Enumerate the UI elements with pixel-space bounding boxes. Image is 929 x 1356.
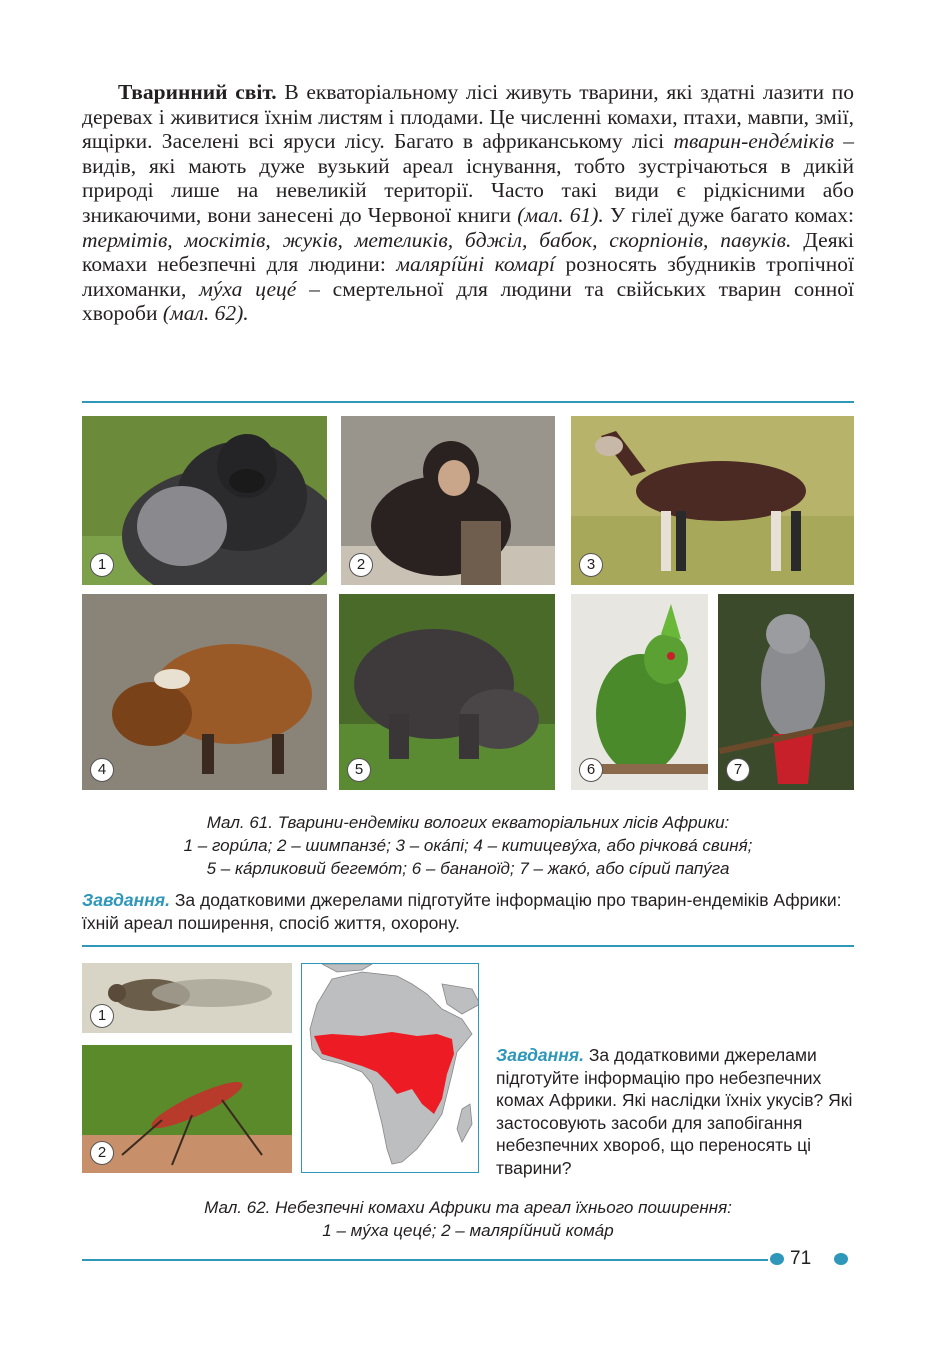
footer-dot-icon [834,1253,848,1265]
text-run: У гілеї дуже багато комах: [603,202,854,227]
arabia [442,984,479,1014]
figure-ref-62: (мал. 62). [162,301,249,326]
figure-61-caption [82,811,854,880]
caption-line: 1 – горúла; 2 – шимпанзé; 3 – окáпі; 4 – китицевýха, або річковá свиня́; [183,836,753,855]
africa-map-svg [302,964,479,1173]
madagascar [457,1104,472,1142]
section-divider [82,401,854,403]
text-run: Деякі комахи небезпечні для людини: [82,227,854,277]
photo-gorilla [82,416,327,585]
photo-number: 2 [90,1141,114,1165]
text-run: розносять збудників тропічної лихоманки, [82,252,854,301]
page-number: 71 [790,1248,812,1269]
task-label: Завдання. [82,890,170,910]
europe [322,964,372,972]
text-run: В екваторіальному лісі живуть тварини, які здатні лазити по деревах і живитися їхнім листям і плодами. Це численні комахи, птахи, мавпи, змії, ящірки. Заселені всі яруси лісу. Багато в африканському лісі [82,80,854,154]
task-text: За додатковими джерелами підготуйте інформацію про небезпечних комах Африки. Які наслідки їхніх укусів? Які застосовують засоби для запобігання небезпечних хвороб, що переносять ці тварини? [496,1045,853,1178]
photo-grey-parrot [718,594,854,790]
main-paragraph [82,80,854,326]
photo-number: 5 [347,758,371,782]
photo-okapi [571,416,854,585]
photo-chimpanzee [341,416,555,585]
task-text: За додатковими джерелами підготуйте інформацію про тварин-ендеміків Африки: їхній ареал поширення, спосіб життя, охорону. [82,890,842,933]
term-mosquitoes: малярíйні комарí [396,252,555,277]
photo-number: 1 [90,553,114,577]
photo-malaria-mosquito [82,1045,292,1173]
paragraph-lead: Тваринний світ. [118,80,277,104]
caption-line: Мал. 62. Небезпечні комахи Африки та ареал їхнього поширення: [204,1198,732,1217]
task-2 [496,1044,854,1179]
task-label: Завдання. [496,1045,584,1065]
term-endemics: тварин-ендéміків [673,129,834,154]
task-1 [82,889,854,935]
footer-line [82,1259,768,1261]
photo-tsetse-fly [82,963,292,1033]
footer-dot-icon [770,1253,784,1265]
photo-pygmy-hippo [339,594,555,790]
figure-ref-61: (мал. 61). [517,202,604,227]
caption-line: Мал. 61. Тварини-ендеміки вологих екваторіальних лісів Африки: [206,813,730,832]
photo-number: 2 [349,553,373,577]
caption-line: 1 – мýха цецé; 2 – малярíйний комáр [322,1221,614,1240]
term-tsetse: мýха цецé [199,276,297,301]
photo-red-river-hog [82,594,327,790]
section-divider [82,945,854,947]
photo-number: 7 [726,758,750,782]
africa-range-map [301,963,479,1173]
text-run: – видів, які мають дуже вузький ареал існування, тобто зустрічаються в дикій природі лише на невеликій території. Часто такі види є рідкісними або зникаючими, вони занесені до Червоної книги [82,129,855,227]
caption-line: 5 – кáрликовий бегемóт; 6 – бананоїд; 7 – жакó, або сíрий папýга [206,859,730,878]
term-insects: термітів, москітів, жуків, метеликів, бджіл, бабок, скорпіонів, павуків. [82,227,792,252]
photo-number: 6 [579,758,603,782]
text-run: – смертельної для людини та свійських тварин сонної хвороби [82,276,854,326]
photo-number: 3 [579,553,603,577]
photo-number: 4 [90,758,114,782]
photo-number: 1 [90,1004,114,1028]
photo-turaco [571,594,708,790]
figure-62-caption [82,1196,854,1242]
